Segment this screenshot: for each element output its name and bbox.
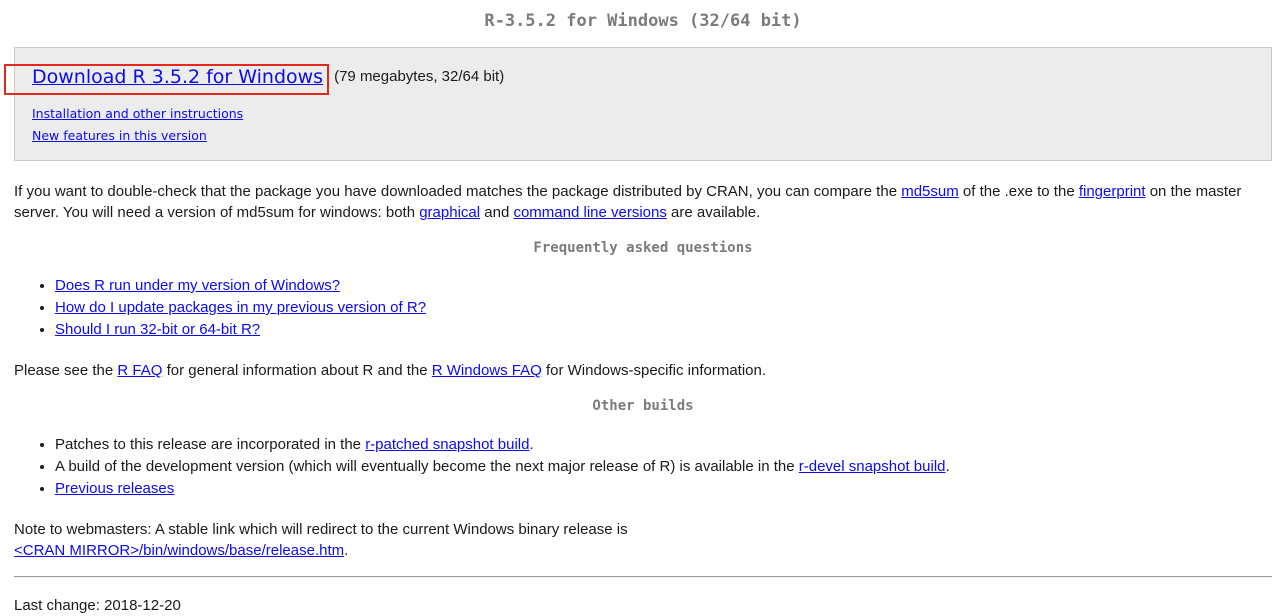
faq-heading: Frequently asked questions: [533, 240, 753, 256]
md5sum-link[interactable]: md5sum: [901, 183, 959, 200]
list-item: [55, 456, 1272, 477]
md5-paragraph: [14, 181, 1272, 223]
faq-list: [14, 275, 1272, 340]
other-builds-heading: Other builds: [592, 398, 694, 414]
see-also-paragraph: [14, 360, 1272, 381]
list-item: [55, 297, 1272, 318]
see-also-text: for general information about R and the: [162, 362, 432, 379]
md5-paragraph-text: are available.: [666, 204, 761, 221]
download-size-note: (79 megabytes, 32/64 bit): [334, 68, 505, 85]
r-windows-faq-link[interactable]: R Windows FAQ: [431, 362, 542, 379]
command-line-versions-link[interactable]: command line versions: [513, 204, 667, 221]
faq-windows-version-link[interactable]: Does R run under my version of Windows?: [55, 277, 341, 294]
see-also-text: for Windows-specific information.: [541, 362, 767, 379]
download-r-link[interactable]: Download R 3.5.2 for Windows: [32, 66, 324, 88]
last-change-text: Last change: 2018-12-20: [14, 597, 181, 614]
faq-update-packages-link[interactable]: How do I update packages in my previous version of R?: [55, 299, 427, 316]
previous-releases-link[interactable]: Previous releases: [55, 480, 175, 497]
md5-paragraph-text: and: [480, 204, 514, 221]
download-box-links: [32, 103, 1255, 147]
r-faq-link[interactable]: R FAQ: [117, 362, 163, 379]
list-item: [55, 478, 1272, 499]
r-patched-snapshot-link[interactable]: r-patched snapshot build: [365, 436, 530, 453]
cran-mirror-release-link[interactable]: <CRAN MIRROR>/bin/windows/base/release.htm: [14, 542, 345, 559]
webmaster-note: [14, 519, 1272, 561]
list-item: [55, 275, 1272, 296]
list-item: [55, 434, 1272, 455]
graphical-md5sum-link[interactable]: graphical: [419, 204, 481, 221]
faq-32-or-64-bit-link[interactable]: Should I run 32-bit or 64-bit R?: [55, 321, 261, 338]
webmaster-note-text: .: [344, 542, 349, 559]
page-title: R-3.5.2 for Windows (32/64 bit): [484, 11, 802, 31]
footer-divider: [14, 576, 1272, 578]
download-line: [32, 64, 1255, 95]
webmaster-note-text: Note to webmasters: A stable link which will redirect to the current Windows binary release is: [14, 521, 628, 538]
list-item: [55, 319, 1272, 340]
md5-paragraph-text: If you want to double-check that the package you have downloaded matches the package distributed by CRAN, you can compare the: [14, 183, 902, 200]
download-link-highlight: [4, 64, 329, 95]
see-also-text: Please see the: [14, 362, 118, 379]
devel-text: .: [945, 458, 950, 475]
other-builds-list: [14, 434, 1272, 499]
devel-text: A build of the development version (which will eventually become the next major release of R) is available in the: [55, 458, 799, 475]
patched-text: .: [529, 436, 534, 453]
installation-instructions-link[interactable]: Installation and other instructions: [32, 106, 244, 121]
download-box: [14, 47, 1272, 161]
fingerprint-link[interactable]: fingerprint: [1078, 183, 1146, 200]
new-features-link[interactable]: New features in this version: [32, 128, 207, 143]
r-devel-snapshot-link[interactable]: r-devel snapshot build: [798, 458, 946, 475]
patched-text: Patches to this release are incorporated in the: [55, 436, 366, 453]
md5-paragraph-text: of the .exe to the: [958, 183, 1079, 200]
md5-paragraph-text: on the master server. You will need a version of md5sum for windows: both: [14, 183, 1242, 221]
